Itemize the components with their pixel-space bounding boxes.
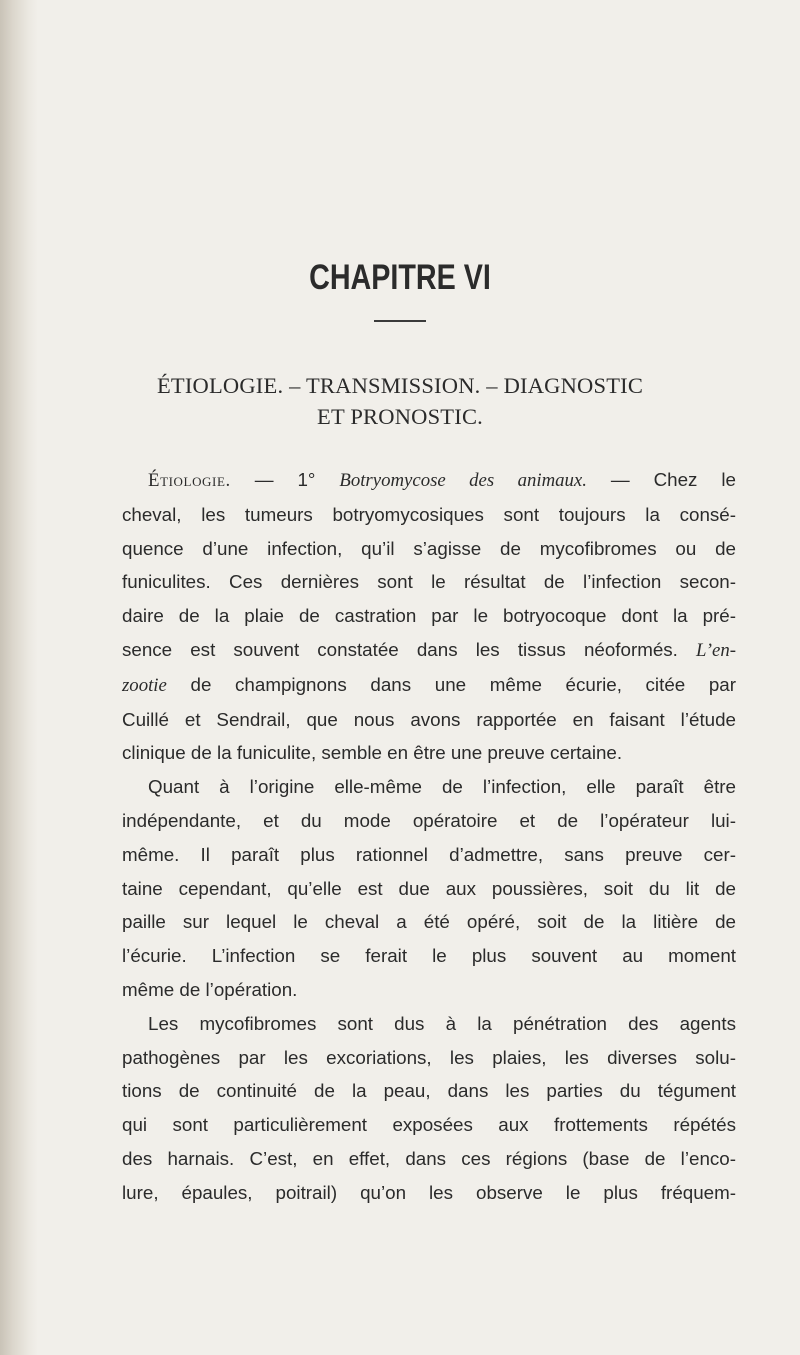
text-line: indépendante, et du mode opératoire et de l’opérateur lui- xyxy=(122,809,736,831)
text-line: l’écurie. L’infection se ferait le plus souvent au moment xyxy=(122,945,736,967)
italic-subheading: Botryomycose des animaux. xyxy=(339,470,587,491)
text-line: des harnais. C’est, en effet, dans ces régions (base de l’enco- xyxy=(122,1147,736,1169)
paragraph-origine xyxy=(122,770,736,1007)
text-line: tions de continuité de la peau, dans les parties du tégument xyxy=(122,1080,736,1102)
chapter-title: CHAPITRE VI xyxy=(309,258,491,297)
text-line: Étiologie. — 1° Botryomycose des animaux. — Chez le xyxy=(148,469,736,491)
paragraph-mycofibromes xyxy=(122,1007,736,1210)
title-rule xyxy=(374,320,426,322)
text-line: cheval, les tumeurs botryomycosiques sont toujours la consé- xyxy=(122,503,736,525)
text-line: pathogènes par les excoriations, les plaies, les diverses solu- xyxy=(122,1046,736,1068)
text-line: paille sur lequel le cheval a été opéré, soit de la litière de xyxy=(122,911,736,933)
text-line: qui sont particulièrement exposées aux frottements répétés xyxy=(122,1114,736,1136)
section-heading-line-1: ÉTIOLOGIE. – TRANSMISSION. – DIAGNOSTIC xyxy=(156,373,644,398)
text-line: Les mycofibromes sont dus à la pénétration des agents xyxy=(148,1012,736,1034)
body-text xyxy=(122,463,736,1210)
text-line: lure, épaules, poitrail) qu’on les observe le plus fréquem- xyxy=(122,1181,736,1203)
binding-gutter-shadow xyxy=(0,0,38,1355)
text-line: Quant à l’origine elle-même de l’infection, elle paraît être xyxy=(148,776,736,798)
text-line: Cuillé et Sendrail, que nous avons rapportée en faisant l’étude xyxy=(122,708,736,730)
text-line: même. Il paraît plus rationnel d’admettre, sans preuve cer- xyxy=(122,843,736,865)
section-heading xyxy=(0,370,800,432)
text-line: sence est souvent constatée dans les tissus néoformés. L’en- xyxy=(122,638,736,661)
text-line: quence d’une infection, qu’il s’agisse de mycofibromes ou de xyxy=(122,537,736,559)
section-heading-line-2: ET PRONOSTIC. xyxy=(317,404,483,429)
run-in-heading: Étiologie. xyxy=(148,470,231,491)
text-line: daire de la plaie de castration par le botryocoque dont la pré- xyxy=(122,605,736,627)
text-line: taine cependant, qu’elle est due aux poussières, soit du lit de xyxy=(122,877,736,899)
text-line: funiculites. Ces dernières sont le résultat de l’infection secon- xyxy=(122,571,736,593)
text-line: même de l’opération. xyxy=(122,978,298,1000)
paragraph-etiologie xyxy=(122,463,736,770)
text-line: clinique de la funiculite, semble en être une preuve certaine. xyxy=(122,742,623,764)
text-line: zootie de champignons dans une même écurie, citée par xyxy=(122,673,736,696)
